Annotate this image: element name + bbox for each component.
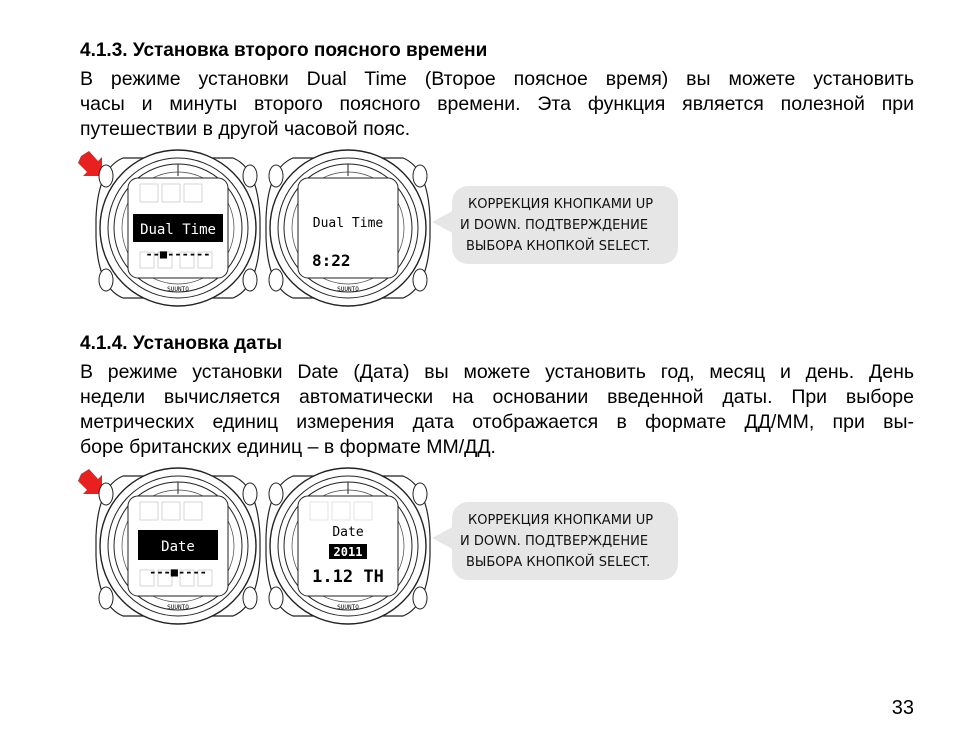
watch-illustrations (78, 148, 438, 308)
page-number: 33 (891, 697, 914, 719)
figure-dual-time (78, 148, 438, 308)
watch-right (266, 468, 430, 624)
paragraph-line: часы и минуты второго поясного времени. Эта функция является полезной при (80, 93, 914, 115)
callout-line: ВЫБОРА КНОПКОЙ SELECT. (466, 555, 651, 570)
section-heading-date: 4.1.4. Установка даты (80, 333, 283, 354)
watch-brand: SUUNTO (167, 604, 189, 611)
section-heading-dual-time: 4.1.3. Установка второго поясного времени (80, 40, 488, 61)
red-arrow-icon (78, 469, 102, 494)
watch-time-value: 8:22 (312, 251, 351, 270)
callout-line: КОРРЕКЦИЯ КНОПКАМИ UP (468, 197, 654, 212)
callout-line: КОРРЕКЦИЯ КНОПКАМИ UP (468, 513, 654, 528)
red-arrow-icon (78, 151, 102, 176)
watch-illustrations (78, 466, 438, 626)
paragraph-line: В режиме установки Dual Time (Второе поясное время) вы можете установить (80, 68, 914, 90)
paragraph-line: В режиме установки Date (Дата) вы можете установить год, месяц и день. День (80, 361, 914, 383)
callout-line: ВЫБОРА КНОПКОЙ SELECT. (466, 239, 651, 254)
watch-indicator: ---■---- (149, 565, 207, 579)
callout-line: И DOWN. ПОДТВЕРЖДЕНИЕ (460, 534, 649, 549)
watch-indicator: --■------ (145, 247, 211, 261)
watch-brand: SUUNTO (167, 286, 189, 293)
callout-bubble (452, 186, 678, 264)
watch-left (96, 150, 260, 306)
watch-display-text: Date (161, 539, 195, 555)
paragraph-line: недели вычисляется автоматически на основании введенной даты. При выборе (80, 386, 914, 408)
figure-date (78, 466, 438, 626)
watch-year-value: 2011 (333, 545, 363, 559)
watch-display-text: Dual Time (140, 222, 216, 238)
paragraph-line: метрических единиц измерения дата отображается в формате ДД/ММ, при вы- (80, 411, 914, 433)
paragraph-line: боре британских единиц – в формате ММ/ДД. (80, 436, 496, 458)
watch-display-text: Dual Time (312, 216, 384, 231)
watch-left (96, 468, 260, 624)
watch-brand: SUUNTO (337, 604, 359, 611)
paragraph-date (80, 360, 914, 460)
watch-display-text: Date (332, 525, 364, 540)
paragraph-dual-time (80, 67, 914, 142)
paragraph-line: путешествии в другой часовой пояс. (80, 118, 411, 140)
watch-brand: SUUNTO (337, 286, 359, 293)
callout-line: И DOWN. ПОДТВЕРЖДЕНИЕ (460, 218, 649, 233)
watch-date-value: 1.12 TH (312, 567, 384, 587)
callout-bubble (452, 502, 678, 580)
watch-right (266, 150, 430, 306)
